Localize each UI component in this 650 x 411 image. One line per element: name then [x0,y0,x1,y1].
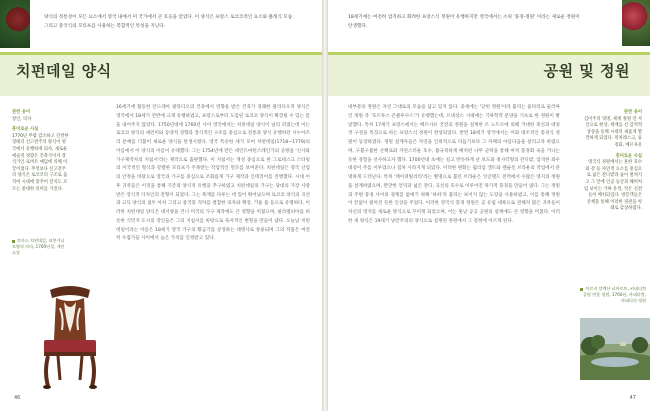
fact-text: 1770년 무렵 검소하고 간결한 형태의 신고전주의 양식이 영국에서 유행하게 되자, 새로운 예술적 경향은 건축가이자 장식가인 로버트 애덤에 의해 이끌어졌다. 무엇보다 신고전주의 양식은 로코코의 구조로 움직여 시대에 맞추어 갈지도 모르는 중대한 의미를 가진다. [12,133,69,192]
right-page [328,0,650,411]
left-body-text: 16세기에 활동한 안드레아 팔라디오의 건축에서 영향을 받은 건축가 경쾌한 팔라디오적 양식은 영국에서 18세기 전반에 크게 유행하였고, 프랑스로부터 도입된 로코코 양식이 확장될 수 있는 틈을 내어주지 않았다. 1750년대에 1760년 사이 영국에서는 치펀데일 양식이 널리 퍼졌는데 이는 로코코 양식의 세련미와 동양적 경향과 장식적인 구조를 중심으로 전통과 양식 유행하던 시누아즈리 문예를 더불어 새로운 양식을 탄생시켰다. 영국 특유한 세가 모여 치펀데일(1718~1779)의 이름에서 이 양식의 이름이 유래했다. 그는 1754년에 만든 세인트마틴스레인가의 공방을 '신사와 가구제작자의 지침서'라는 제작으로 출판했다. 이 지침서는 개성 중심으로 한 그로테스크 스타일의 이국적인 형식과 강렬한 모티프가 주목받는 작업적인 면모를 보여준다. 치펀데일은 영국 산업의 안정을 바탕으로 영국과 가구를 중심으로 조화롭게 가구 제작과 인테리어를 진행했다. 시대 이후 귀족들은 이것을 통해 기존의 양식적 유행을 추구하였고 치펀데일의 가구는 당대의 가장 사랑받은 장식적 디자인의 전형이 되었다. 그는 목재를 다루는 데 있어 뛰어났으며 로코코 양식의 곡선과 고딕 양식의 첨두 아치 그리고 중국풍 격자를 결합한 의자와 책장, 거울 틀 등으로 유명하다. 이러한 치펀데일 양식은 대서양을 건너 미국의 가구 제작에도 큰 영향을 미쳤으며, 필라델피아를 비롯한 식민지 도시의 장인들은 그의 지침서를 바탕으로 독자적인 변형을 만들어 냈다. 오늘날 치펀데일이라는 이름은 18세기 영국 가구의 황금기를 상징하는 대명사로 통용되며 그의 작품은 여전히 수집가들 사이에서 높은 가치를 인정받고 있다. [116,105,310,242]
landscape-garden-painting [580,318,650,380]
left-intro-text: 양식의 정통성이 모든 요소에서 영국 내에서 미 국가에서 큰 호응을 얻었다. 이 양식은 프랑스 로코코적인 요소와 클래식 모습 그리고 중국식의 모티프를 사용하는 복합적인 특성을 지닌다. [44,15,293,29]
flower-photo-thumbnail [622,0,650,46]
related-terms-value: 심미주의 혁명, 세계 정원 연 사인으로 현상, 세계를 신 감적적 상상을 통해 시대의 새롭게 발견하게 되었다. 픽처레스크, 풍경화, 베르사유 [584,116,643,148]
related-terms-value: 장인, 의자 [12,116,32,122]
painting-caption: 이르지 알렉산 피아르트, 커네티컷 공원 연못 정원, 1760년, 카네티컷, 카네티의 정원 [580,286,646,304]
right-sidebar [584,106,642,213]
chair-caption: 토마스 치펀데일, 리봉가나 모양의 의자, 1760년경, 개인 소장 [12,238,65,255]
page-number-left: 46 [14,395,21,401]
page-number-right: 47 [629,395,636,401]
fact-text: 영국식 정원에서는 흔한 호수와 강 등 자연적 요소를 중심으로 넓은 잔디밭과 숲이 펼쳐지고 그 안에 인공 동굴과 폐허처럼 보이는 가짜 유적, 작은 신전들이 배치되었다. 방문객들은 산책을 통해 이러한 경관을 차례로 감상하였다. [584,160,643,212]
left-page [0,0,322,411]
page-title-left: 치펀데일 양식 [16,62,112,80]
fact-label: 흥미로운 사실 [12,127,39,133]
caption-marker-icon [580,288,583,291]
right-body-text: 대부분의 정원은 자연 그대로의 모습을 담고 있지 않다. 중세에는 '닫힌 정원'이라 불리는 울타리로 둘러싸인 정원 즉 '호르투스 콘클루수스'가 유행했는데, 르네상스 시대에는 기하학적 문양을 기초로 한 정원이 발달했다. 특히 17세기 프랑스에서는 베르사유 궁전의 정원을 설계한 르 노트르에 의해 거대한 축선과 대칭적 구성을 특징으로 하는 프랑스식 정원이 완성되었다. 반면 18세기 영국에서는 이와 대조적인 풍경식 정원이 등장하였다. 정원 설계자들은 자연을 인위적으로 다듬기보다 그 자체의 아름다움을 살리고자 하였으며, 구불구불한 산책로와 자연스러운 호수, 불규칙하게 배치된 나무 군락을 통해 마치 풍경화 속을 거니는 듯한 경험을 선사하고자 했다. 1700년대 초에는 길고 반듯하게 난 보도와 정사각형의 잔디밭, 엄격한 좌우 대칭이 주를 이루었으나 점차 사라지게 되었다. 이러한 변화는 윌리엄 켄트와 랜슬롯 브라운의 작업에서 분명하게 드러난다. 특히 '케이퍼빌리티'라는 별명으로 불린 브라운은 잉글랜드 전역에서 수많은 영지의 정원을 설계하였으며, 완만한 언덕과 넓은 잔디, 곡선의 호수로 이루어진 목가적 풍경을 만들어 냈다. 그는 정원과 주변 풍경 사이의 경계를 없애기 위해 '하하'라 불리는 보이지 않는 도랑을 사용하였고, 이를 통해 정원이 끝없이 펼쳐진 듯한 인상을 주었다. 이러한 영국식 풍경 정원은 곧 유럽 대륙으로 전해져 많은 귀족들이 자신의 영지를 새로운 방식으로 꾸미게 되었으며, 이는 훗날 공공 공원의 설계에도 큰 영향을 미쳤다. 이러한 새 양식은 19세기 낭만주의의 양식으로 설계된 정원에서 그 절정에 이르게 된다. [348,105,560,224]
related-terms-label: 관련 용어 [623,110,642,115]
caption-marker-icon [12,240,15,243]
chippendale-chair-illustration [30,282,110,392]
page-title-right: 공원 및 정원 [543,62,630,80]
right-intro-text: 18세기에는 여전히 엄격하고 화려한 프랑스식 정원이 유행하지만 영국에서는 소위 '풍경-정원' 이라는 새로운 정원이 탄생했다. [348,15,580,29]
rose-photo-thumbnail [0,0,30,48]
related-terms-label: 관련 용어 [12,110,31,115]
fact-label: 흥미로운 사실 [615,153,642,159]
left-sidebar [12,106,70,193]
